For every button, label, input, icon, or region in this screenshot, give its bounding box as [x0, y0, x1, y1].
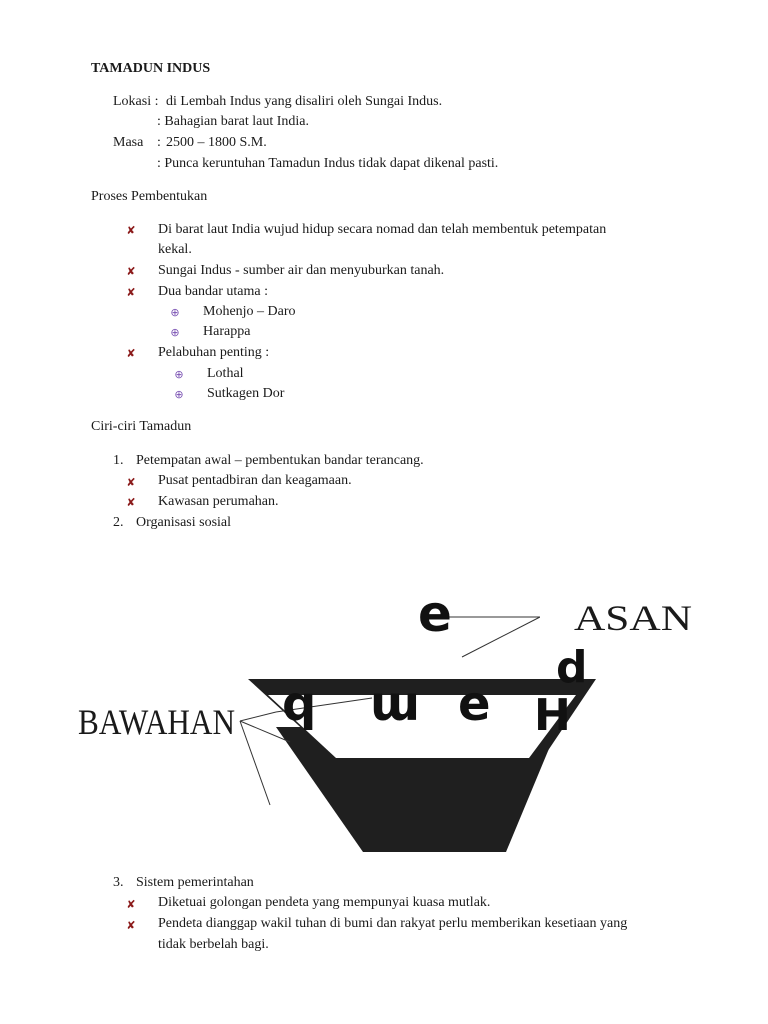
- list-item: Pelabuhan penting :: [158, 345, 270, 360]
- cross-bullet-icon: ✘: [126, 919, 136, 932]
- list-item-continuation: kekal.: [158, 242, 192, 257]
- sub-list-item: Mohenjo – Daro: [203, 304, 296, 319]
- section-heading-proses: Proses Pembentukan: [91, 189, 208, 204]
- sub-list-item: Sutkagen Dor: [207, 386, 285, 401]
- numbered-item-number: 1.: [113, 453, 124, 468]
- label-atasan-fragment: ASAN: [574, 598, 693, 638]
- list-item: Pusat pentadbiran dan keagamaan.: [158, 473, 352, 488]
- glyph-fragment: ɯ: [370, 676, 421, 732]
- glyph-fragment: d: [556, 642, 588, 693]
- glyph-fragment: q: [282, 676, 317, 732]
- cross-bullet-icon: ✘: [126, 496, 136, 509]
- list-item: Pendeta dianggap wakil tuhan di bumi dan rakyat perlu memberikan kesetiaan yang: [158, 916, 628, 931]
- info-lokasi-label: Lokasi :: [113, 94, 159, 109]
- cross-bullet-icon: ✘: [126, 898, 136, 911]
- circle-plus-bullet-icon: ⊕: [170, 326, 180, 339]
- connector-line: [462, 617, 540, 657]
- numbered-item-number: 3.: [113, 875, 124, 890]
- glyph-fragment: H: [534, 690, 571, 741]
- cross-bullet-icon: ✘: [126, 224, 136, 237]
- info-lokasi-text-2: : Bahagian barat laut India.: [157, 114, 309, 129]
- info-lokasi-text: di Lembah Indus yang disaliri oleh Sungai Indus.: [166, 94, 443, 109]
- glyph-fragment: e: [458, 676, 491, 732]
- list-item: Dua bandar utama :: [158, 284, 269, 299]
- info-masa-text-2: : Punca keruntuhan Tamadun Indus tidak dapat dikenal pasti.: [157, 156, 499, 171]
- numbered-item: Sistem pemerintahan: [136, 875, 254, 890]
- list-item: Sungai Indus - sumber air dan menyuburkan tanah.: [158, 263, 445, 278]
- list-item: Diketuai golongan pendeta yang mempunyai kuasa mutlak.: [158, 895, 491, 910]
- list-item-continuation: tidak berbelah bagi.: [158, 937, 269, 952]
- cross-bullet-icon: ✘: [126, 347, 136, 360]
- circle-plus-bullet-icon: ⊕: [170, 306, 180, 319]
- glyph-fragment: e: [418, 585, 452, 643]
- connector-line: [240, 721, 270, 805]
- circle-plus-bullet-icon: ⊕: [174, 388, 184, 401]
- cross-bullet-icon: ✘: [126, 476, 136, 489]
- connector-line: [240, 712, 276, 721]
- info-masa-text: 2500 – 1800 S.M.: [166, 135, 267, 150]
- sub-list-item: Harappa: [203, 324, 251, 339]
- sub-list-item: Lothal: [207, 366, 244, 381]
- page-title: TAMADUN INDUS: [91, 61, 211, 76]
- cross-bullet-icon: ✘: [126, 286, 136, 299]
- section-heading-ciri: Ciri-ciri Tamadun: [91, 419, 192, 434]
- list-item: Di barat laut India wujud hidup secara nomad dan telah membentuk petempatan: [158, 222, 607, 237]
- label-bawahan: BAWAHAN: [78, 702, 235, 742]
- numbered-item: Petempatan awal – pembentukan bandar terancang.: [136, 453, 424, 468]
- numbered-item-number: 2.: [113, 515, 124, 530]
- cross-bullet-icon: ✘: [126, 265, 136, 278]
- circle-plus-bullet-icon: ⊕: [174, 368, 184, 381]
- list-item: Kawasan perumahan.: [158, 494, 279, 509]
- numbered-item: Organisasi sosial: [136, 515, 232, 530]
- info-masa-label: Masa: [113, 135, 144, 150]
- info-masa-colon: :: [157, 135, 161, 150]
